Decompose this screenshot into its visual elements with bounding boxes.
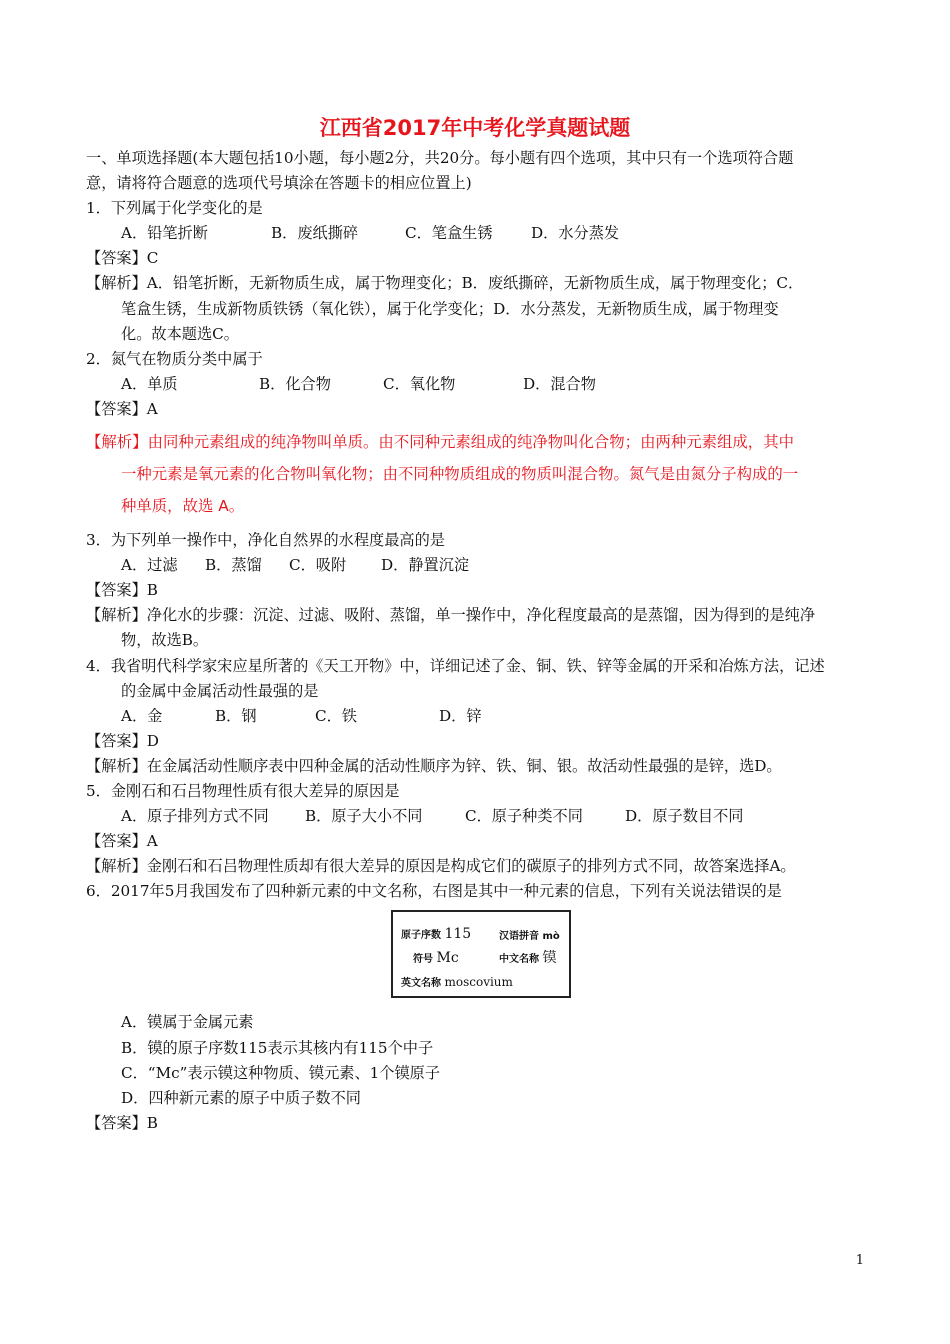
q1-options xyxy=(86,221,876,246)
q4-option-c: C．铁 xyxy=(315,706,357,725)
atomic-number: 115 xyxy=(444,926,472,943)
q2-option-d: D．混合物 xyxy=(523,374,596,393)
q5-answer: 【答案】A xyxy=(86,832,158,851)
q5-option-b: B．原子大小不同 xyxy=(305,807,423,826)
q1-analysis-line-1: 【解析】A．铅笔折断，无新物质生成，属于物理变化；B．废纸撕碎，无新物质生成，属于物理变化；C． xyxy=(86,274,804,293)
q1-option-c: C．笔盒生锈 xyxy=(405,224,493,243)
q3-option-d: D．静置沉淀 xyxy=(381,556,470,575)
q2-analysis-line-2: 一种元素是氧元素的化合物叫氧化物；由不同种物质组成的物质叫混合物。氮气是由氮分子构成的一 xyxy=(121,465,799,484)
q1-option-d: D．水分蒸发 xyxy=(531,224,620,243)
q1-stem: 1．下列属于化学变化的是 xyxy=(86,199,263,218)
element-symbol: Mc xyxy=(436,950,459,967)
q6-answer: 【答案】B xyxy=(86,1113,158,1132)
q4-analysis: 【解析】在金属活动性顺序表中四种金属的活动性顺序为锌、铁、铜、银。故活动性最强的是锌，选D。 xyxy=(86,756,782,775)
q1-analysis-line-3: 化。故本题选C。 xyxy=(121,324,239,343)
document-title: 江西省2017年中考化学真题试题 xyxy=(319,116,631,140)
q3-answer: 【答案】B xyxy=(86,581,158,600)
q1-option-b: B．废纸撕碎 xyxy=(271,224,359,243)
q4-stem-line-1: 4．我省明代科学家宋应星所著的《天工开物》中，详细记述了金、铜、铁、锌等金属的开采和冶炼方法，记述 xyxy=(86,656,825,675)
q2-analysis-line-1: 【解析】由同种元素组成的纯净物叫单质。由不同种元素组成的纯净物叫化合物；由两种元素组成，其中 xyxy=(86,433,794,452)
exam-content xyxy=(86,146,876,1136)
q3-option-b: B．蒸馏 xyxy=(205,556,262,575)
q2-stem: 2．氮气在物质分类中属于 xyxy=(86,349,263,368)
q4-option-a: A．金 xyxy=(121,706,163,725)
q4-option-d: D．锌 xyxy=(439,706,482,725)
q5-options xyxy=(86,804,876,829)
q1-analysis-line-2: 笔盒生锈，生成新物质铁锈（氧化铁），属于化学变化；D．水分蒸发，无新物质生成，属于物理变 xyxy=(121,299,779,318)
q4-options xyxy=(86,704,876,729)
q3-option-a: A．过滤 xyxy=(121,556,178,575)
q5-analysis: 【解析】金刚石和石吕物理性质却有很大差异的原因是构成它们的碳原子的排列方式不同，故答案选择A。 xyxy=(86,857,796,876)
q6-option-b: B．镆的原子序数115表示其核内有115个中子 xyxy=(121,1038,434,1057)
q6-option-c: C．“Mc”表示镆这种物质、镆元素、1个镆原子 xyxy=(121,1063,441,1082)
q6-figure-wrap xyxy=(86,904,876,1010)
pinyin: mò xyxy=(542,931,560,943)
q5-option-a: A．原子排列方式不同 xyxy=(121,807,269,826)
q1-option-a: A．铅笔折断 xyxy=(121,224,208,243)
q4-answer: 【答案】D xyxy=(86,731,159,750)
q2-answer: 【答案】A xyxy=(86,399,158,418)
english-name-label: 英文名称 xyxy=(401,978,441,990)
q3-option-c: C．吸附 xyxy=(289,556,347,575)
section-intro-line-2: 意，请将符合题意的选项代号填涂在答题卡的相应位置上) xyxy=(86,174,472,193)
page-number: 1 xyxy=(855,1253,864,1268)
q2-option-a: A．单质 xyxy=(121,374,178,393)
q4-stem-line-2: 的金属中金属活动性最强的是 xyxy=(121,681,319,700)
q1-answer: 【答案】C xyxy=(86,249,159,268)
english-name: moscovium xyxy=(444,975,513,990)
q6-option-d: D．四种新元素的原子中质子数不同 xyxy=(121,1088,361,1107)
q3-options xyxy=(86,553,876,578)
q2-option-b: B．化合物 xyxy=(259,374,331,393)
q3-analysis-line-1: 【解析】净化水的步骤：沉淀、过滤、吸附、蒸馏，单一操作中，净化程度最高的是蒸馏，因为得到的是纯净 xyxy=(86,606,815,625)
q2-options xyxy=(86,372,876,397)
chinese-name-label: 中文名称 xyxy=(499,954,539,966)
q2-option-c: C．氧化物 xyxy=(383,374,456,393)
chinese-name: 镆 xyxy=(542,950,557,967)
q5-option-d: D．原子数目不同 xyxy=(625,807,744,826)
q2-analysis xyxy=(86,426,876,522)
section-intro-line-1: 一、单项选择题(本大题包括10小题，每小题2分，共20分。每小题有四个选项，其中只有一个选项符合题 xyxy=(86,149,794,167)
element-info-card xyxy=(391,910,571,998)
q3-stem: 3．为下列单一操作中，净化自然界的水程度最高的是 xyxy=(86,531,445,550)
atomic-number-label: 原子序数 xyxy=(401,930,441,942)
q2-analysis-line-3: 种单质，故选 A。 xyxy=(121,497,245,516)
q6-option-a: A．镆属于金属元素 xyxy=(121,1013,254,1032)
symbol-label: 符号 xyxy=(413,954,433,966)
pinyin-label: 汉语拼音 xyxy=(499,931,539,943)
q6-stem: 6．2017年5月我国发布了四种新元素的中文名称，右图是其中一种元素的信息，下列有关说法错误的是 xyxy=(86,882,782,901)
q3-analysis-line-2: 物，故选B。 xyxy=(121,631,209,650)
q5-option-c: C．原子种类不同 xyxy=(465,807,583,826)
q4-option-b: B．钢 xyxy=(215,706,257,725)
q5-stem: 5．金刚石和石吕物理性质有很大差异的原因是 xyxy=(86,781,400,800)
